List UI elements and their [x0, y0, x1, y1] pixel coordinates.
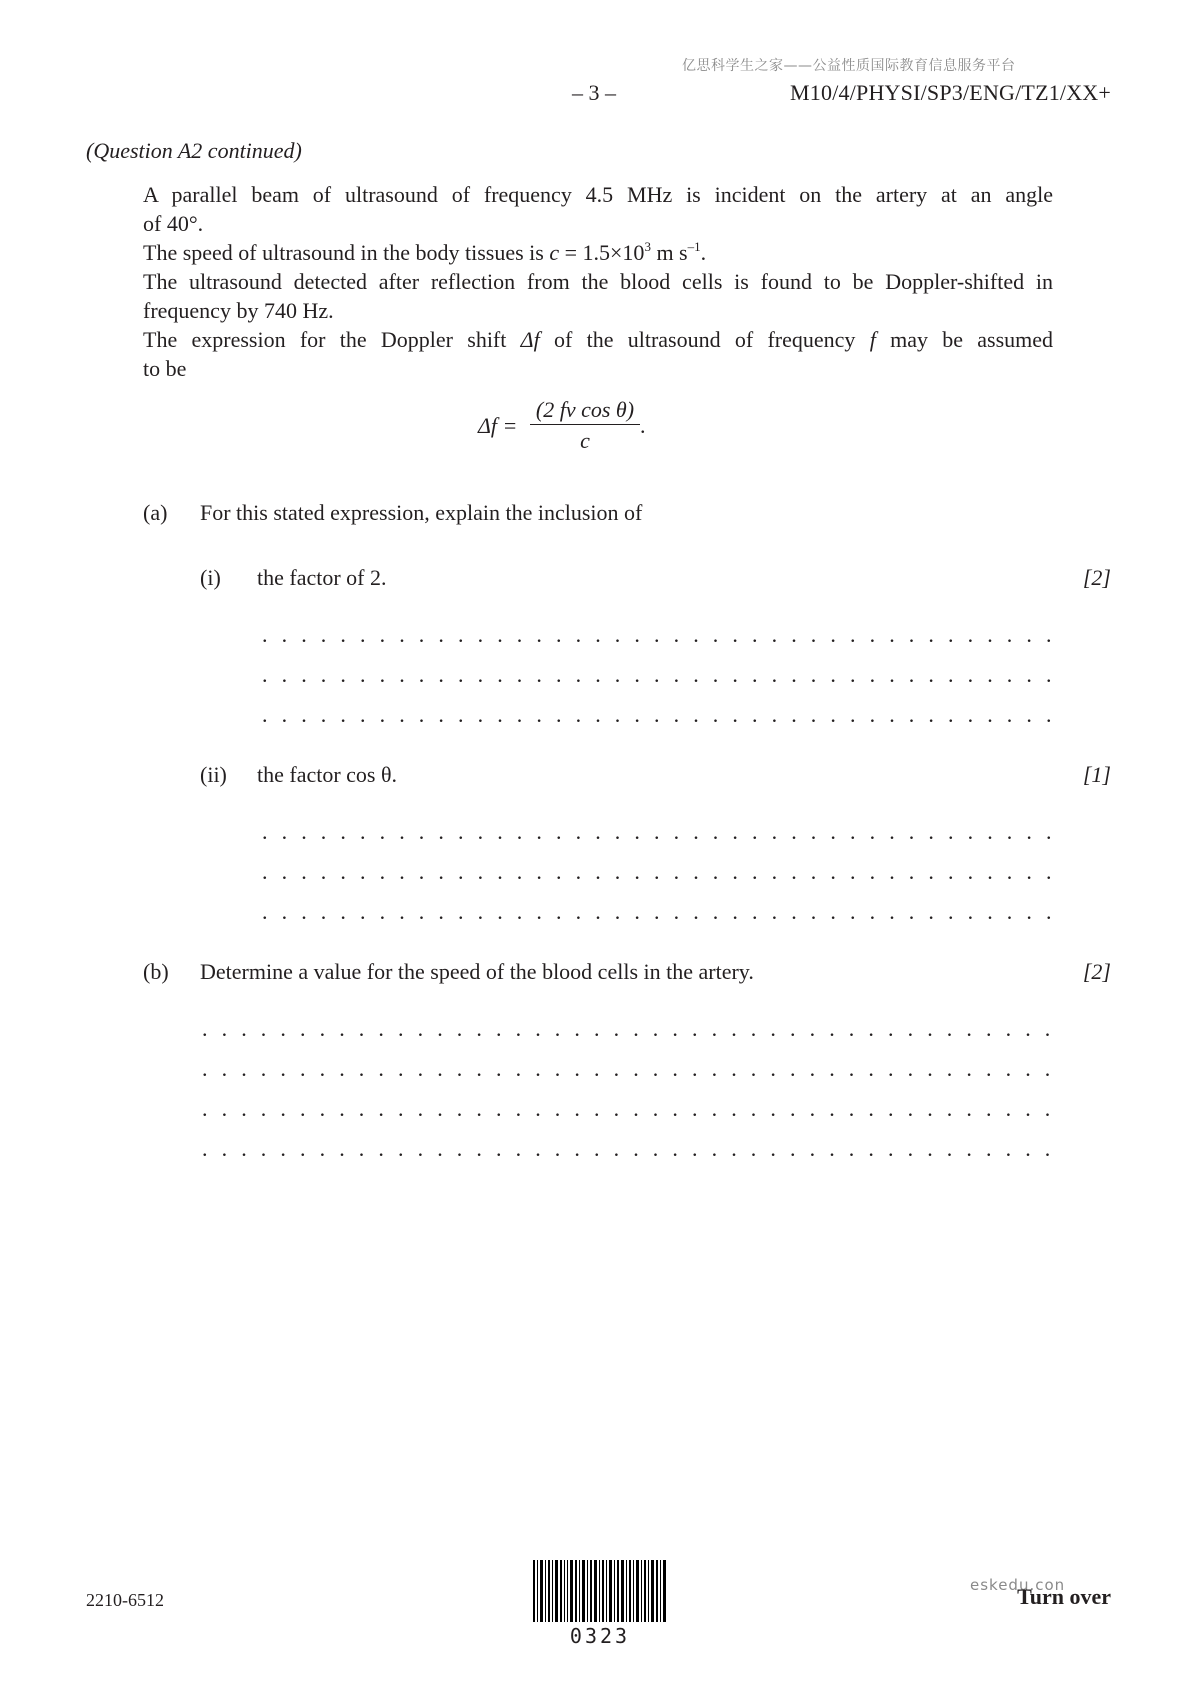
- barcode-number: 0323: [569, 1624, 631, 1648]
- exam-code: M10/4/PHYSI/SP3/ENG/TZ1/XX+: [790, 80, 1111, 105]
- intro-p2-end: .: [700, 240, 707, 265]
- answer-line-a-ii-2[interactable]: [262, 863, 1058, 887]
- answer-line-b-2[interactable]: [202, 1060, 1058, 1084]
- formula-end: .: [640, 413, 646, 438]
- intro-p3: The ultrasound detected after reflection from the blood cells is found to be Doppler-shifted in frequency by 740 Hz.: [143, 269, 1053, 323]
- part-a-ii-marks: [1]: [1082, 762, 1111, 787]
- part-b-text: Determine a value for the speed of the blood cells in the artery.: [200, 959, 754, 984]
- intro-p2-c: c: [549, 240, 560, 265]
- answer-line-a-ii-3[interactable]: [262, 903, 1058, 927]
- formula-numerator: (2 fv cos θ): [535, 397, 635, 422]
- answer-line-b-4[interactable]: [202, 1140, 1058, 1164]
- part-a-i-marks: [2]: [1082, 565, 1111, 590]
- formula-denominator: c: [580, 428, 590, 453]
- part-a-ii-label: (ii): [200, 762, 227, 787]
- answer-line-a-i-3[interactable]: [262, 706, 1058, 730]
- formula-lhs: Δf =: [478, 413, 518, 438]
- part-a-text: For this stated expression, explain the inclusion of: [200, 500, 643, 525]
- intro-p4-line2: to be: [143, 356, 187, 381]
- intro-p1-line1: A parallel beam of ultrasound of frequency 4.5 MHz is incident on the artery at an angle: [143, 182, 1053, 207]
- formula-fraction: [530, 396, 640, 455]
- part-a-label: (a): [143, 500, 168, 525]
- intro-p2-unit-exp: –1: [687, 239, 701, 254]
- intro-p4-c: may be assumed: [890, 327, 1054, 352]
- intro-p4-f: f: [869, 327, 876, 352]
- intro-p2-unit: m s: [650, 240, 688, 265]
- answer-line-a-i-2[interactable]: [262, 666, 1058, 690]
- part-b-marks: [2]: [1082, 959, 1111, 984]
- intro-p4-delta: Δf: [520, 327, 540, 352]
- intro-p2-eq: = 1.5×10: [559, 240, 645, 265]
- formula-fraction-bar: [530, 424, 640, 425]
- part-b-label: (b): [143, 959, 169, 984]
- page-number: – 3 –: [572, 80, 616, 105]
- watermark-text-top: 亿思科学生之家——公益性质国际教育信息服务平台: [682, 58, 1016, 74]
- footer-paper-code: 2210-6512: [86, 1590, 164, 1610]
- part-a-ii-text: the factor cos θ.: [257, 762, 398, 787]
- question-continued-label: (Question A2 continued): [86, 138, 302, 163]
- part-a-i-text: the factor of 2.: [257, 565, 387, 590]
- intro-p4-a: The expression for the Doppler shift: [143, 327, 507, 352]
- barcode-image: [533, 1560, 667, 1622]
- part-a-i-label: (i): [200, 565, 221, 590]
- answer-line-a-ii-1[interactable]: [262, 823, 1058, 847]
- intro-p4-b: of the ultrasound of frequency: [553, 327, 856, 352]
- answer-line-a-i-1[interactable]: [262, 626, 1058, 650]
- answer-line-b-1[interactable]: [202, 1020, 1058, 1044]
- intro-p2-text: The speed of ultrasound in the body tissues is: [143, 240, 544, 265]
- intro-p4-line1: [143, 325, 1053, 354]
- intro-p2: [143, 238, 1053, 267]
- intro-p2-exp: 3: [644, 239, 651, 254]
- answer-line-b-3[interactable]: [202, 1100, 1058, 1124]
- watermark-text-bottom: eskedu.con: [970, 1576, 1066, 1594]
- intro-p1-line2: of 40°.: [143, 211, 204, 236]
- turn-over-label: Turn over: [1017, 1584, 1111, 1609]
